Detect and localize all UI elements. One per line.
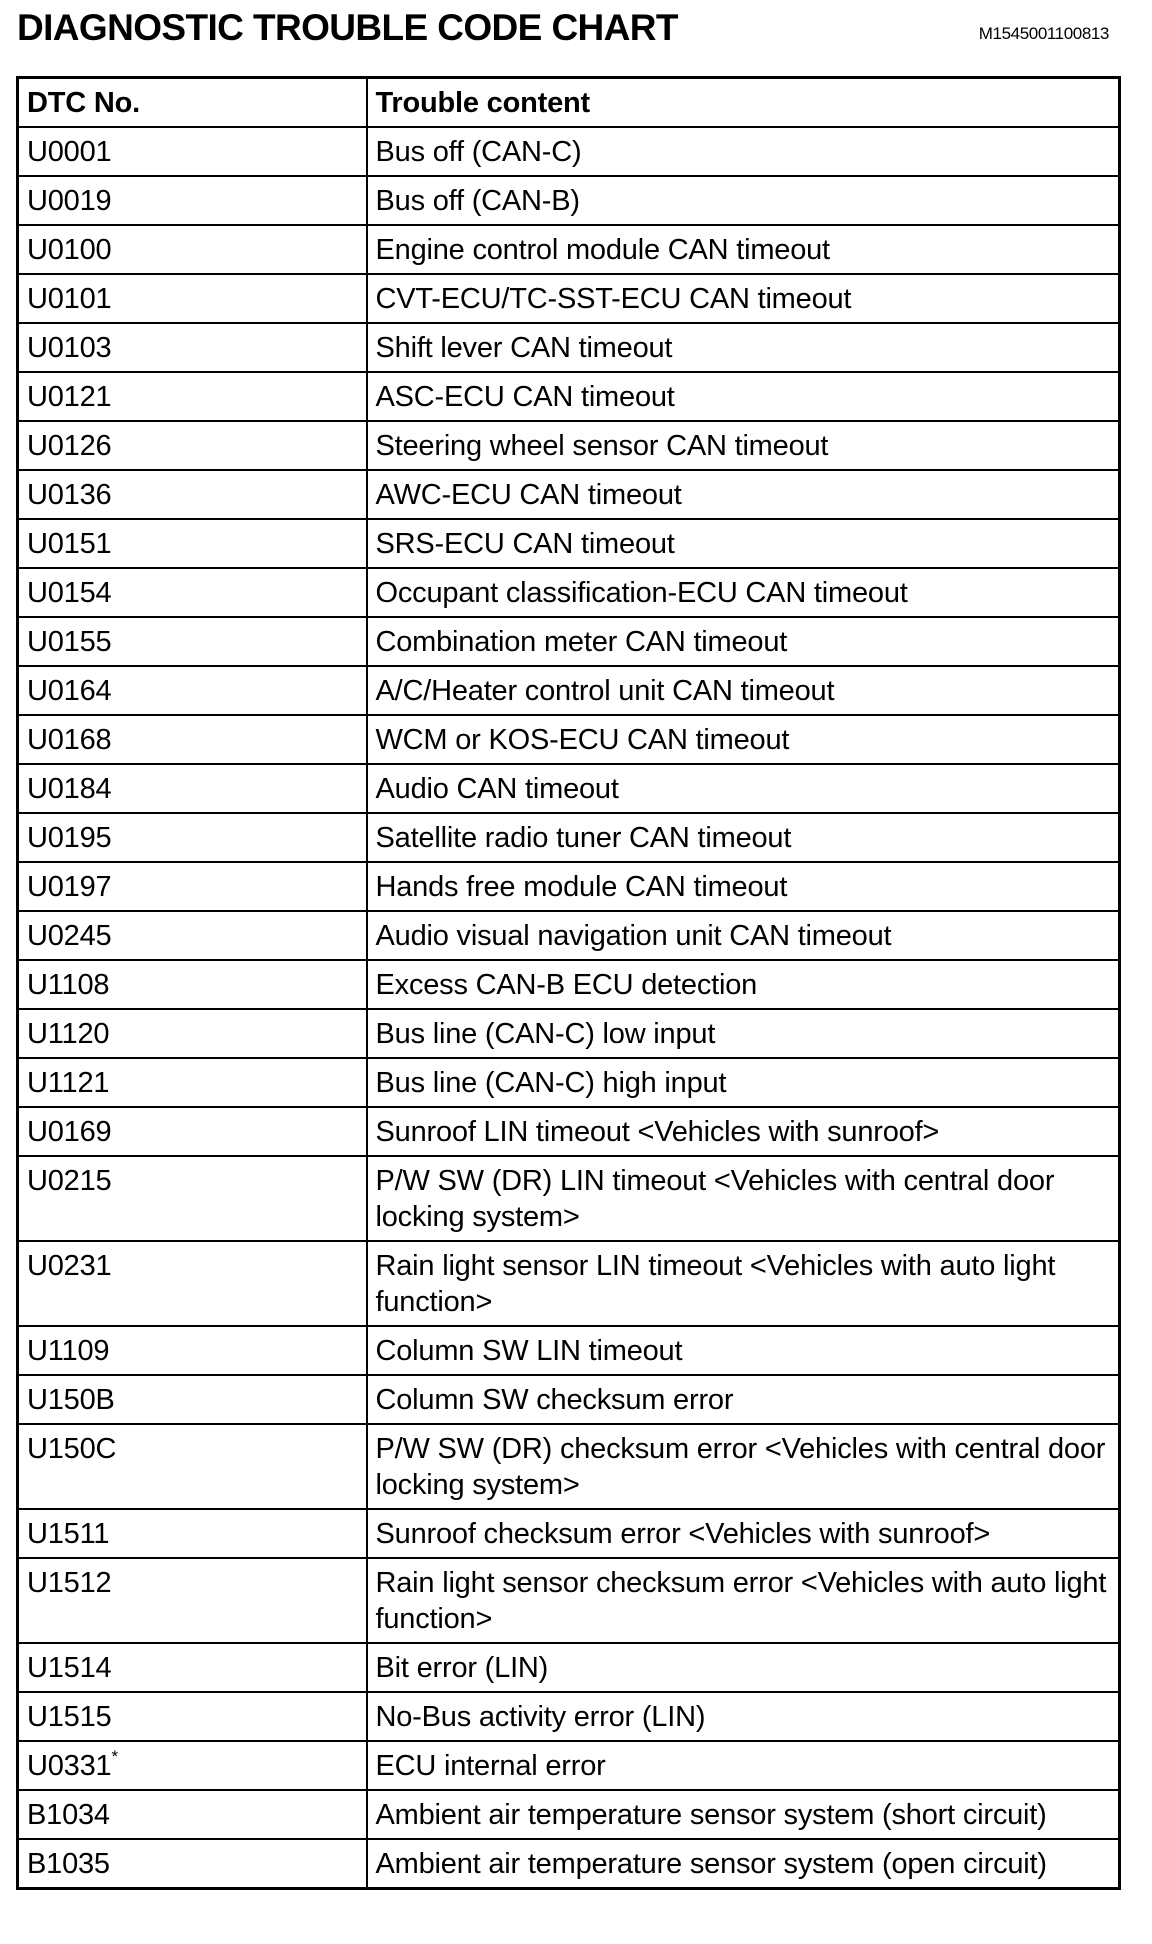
table-row [18,1241,1120,1326]
trouble-content-cell: Satellite radio tuner CAN timeout [367,813,1120,862]
table-row [18,421,1120,470]
dtc-code: U1109 [27,1335,110,1367]
trouble-content-cell: Shift lever CAN timeout [367,323,1120,372]
table-row [18,813,1120,862]
dtc-code-cell [18,470,367,519]
dtc-code-cell [18,715,367,764]
trouble-content-cell: Hands free module CAN timeout [367,862,1120,911]
table-row [18,862,1120,911]
dtc-code-cell [18,1643,367,1692]
trouble-content-cell: Ambient air temperature sensor system (short circuit) [367,1790,1120,1839]
trouble-content-cell: Bus line (CAN-C) high input [367,1058,1120,1107]
dtc-code-cell [18,617,367,666]
dtc-code: U1120 [27,1018,110,1050]
trouble-content-cell: Column SW LIN timeout [367,1326,1120,1375]
table-row [18,470,1120,519]
trouble-content-cell: WCM or KOS-ECU CAN timeout [367,715,1120,764]
trouble-content-cell: A/C/Heater control unit CAN timeout [367,666,1120,715]
dtc-code-cell [18,568,367,617]
trouble-content-cell: Bit error (LIN) [367,1643,1120,1692]
dtc-code-cell [18,1839,367,1889]
table-row [18,1058,1120,1107]
table-row [18,764,1120,813]
trouble-content-cell: Steering wheel sensor CAN timeout [367,421,1120,470]
table-row [18,568,1120,617]
table-row [18,127,1120,176]
dtc-code-cell [18,421,367,470]
trouble-content-cell: Excess CAN-B ECU detection [367,960,1120,1009]
dtc-code: U0197 [27,871,112,903]
dtc-code-cell [18,274,367,323]
page-title: DIAGNOSTIC TROUBLE CODE CHART [17,7,678,48]
table-row [18,715,1120,764]
dtc-code: U0136 [27,479,112,511]
dtc-code: B1034 [27,1799,110,1831]
dtc-code: U1108 [27,969,110,1001]
dtc-code-cell [18,1156,367,1241]
table-row [18,617,1120,666]
trouble-content-cell: Engine control module CAN timeout [367,225,1120,274]
table-row [18,1839,1120,1889]
trouble-content-cell: P/W SW (DR) LIN timeout <Vehicles with central door locking system> [367,1156,1120,1241]
table-row [18,1107,1120,1156]
table-row [18,323,1120,372]
table-row [18,1509,1120,1558]
dtc-code: U0154 [27,577,112,609]
dtc-code-cell [18,1058,367,1107]
dtc-code-cell [18,1107,367,1156]
table-row [18,1326,1120,1375]
dtc-code-cell [18,176,367,225]
table-row [18,1424,1120,1509]
table-row [18,225,1120,274]
column-header-dtc-no: DTC No. [18,78,367,128]
trouble-content-cell: Audio visual navigation unit CAN timeout [367,911,1120,960]
table-row [18,1790,1120,1839]
trouble-content-cell: Sunroof checksum error <Vehicles with sunroof> [367,1509,1120,1558]
dtc-code: U0331 [27,1750,112,1782]
table-row [18,176,1120,225]
dtc-code: U0195 [27,822,112,854]
trouble-content-cell: P/W SW (DR) checksum error <Vehicles with central door locking system> [367,1424,1120,1509]
table-row [18,1643,1120,1692]
dtc-code-cell [18,862,367,911]
dtc-code: U1515 [27,1701,112,1733]
page-header [17,4,1109,54]
table-row [18,1558,1120,1643]
trouble-content-cell: ECU internal error [367,1741,1120,1790]
trouble-content-cell: ASC-ECU CAN timeout [367,372,1120,421]
dtc-code-cell [18,960,367,1009]
dtc-code-cell [18,1790,367,1839]
trouble-content-cell: AWC-ECU CAN timeout [367,470,1120,519]
dtc-code-cell [18,127,367,176]
dtc-code: U150C [27,1433,117,1465]
trouble-content-cell: Column SW checksum error [367,1375,1120,1424]
trouble-content-cell: Combination meter CAN timeout [367,617,1120,666]
dtc-code: U0103 [27,332,112,364]
dtc-code-cell [18,1558,367,1643]
dtc-code-cell [18,1326,367,1375]
dtc-code-cell [18,1741,367,1790]
dtc-code: U0231 [27,1250,112,1282]
dtc-code: U0168 [27,724,112,756]
figure-id: M1545001100813 [978,24,1109,43]
dtc-code: U1514 [27,1652,112,1684]
trouble-content-cell: Bus off (CAN-B) [367,176,1120,225]
dtc-code: U0215 [27,1165,112,1197]
dtc-code: U1512 [27,1567,112,1599]
dtc-code-cell [18,911,367,960]
table-row [18,666,1120,715]
dtc-code: U0245 [27,920,112,952]
table-row [18,960,1120,1009]
dtc-code-cell [18,519,367,568]
dtc-code-cell [18,1509,367,1558]
dtc-code-cell [18,1009,367,1058]
dtc-code-cell [18,1375,367,1424]
dtc-code-cell [18,1692,367,1741]
trouble-content-cell: Ambient air temperature sensor system (open circuit) [367,1839,1120,1889]
dtc-code-cell [18,323,367,372]
dtc-code-cell [18,813,367,862]
trouble-content-cell: Audio CAN timeout [367,764,1120,813]
trouble-content-cell: SRS-ECU CAN timeout [367,519,1120,568]
table-row [18,274,1120,323]
dtc-code: U0019 [27,185,112,217]
table-row [18,372,1120,421]
dtc-table-body [18,127,1120,1889]
dtc-code-cell [18,1424,367,1509]
trouble-content-cell: Bus off (CAN-C) [367,127,1120,176]
dtc-code: U0126 [27,430,112,462]
table-row [18,1009,1120,1058]
dtc-code: B1035 [27,1848,110,1880]
dtc-code: U0101 [27,283,112,315]
trouble-content-cell: CVT-ECU/TC-SST-ECU CAN timeout [367,274,1120,323]
table-row [18,519,1120,568]
dtc-code-cell [18,225,367,274]
table-header-row [18,78,1120,128]
footnote-marker: * [111,1747,118,1766]
table-row [18,1741,1120,1790]
dtc-code: U0169 [27,1116,112,1148]
dtc-code: U0184 [27,773,112,805]
trouble-content-cell: Bus line (CAN-C) low input [367,1009,1120,1058]
dtc-code-cell [18,1241,367,1326]
trouble-content-cell: Rain light sensor LIN timeout <Vehicles with auto light function> [367,1241,1120,1326]
table-row [18,1156,1120,1241]
dtc-code: U150B [27,1384,115,1416]
dtc-code-cell [18,372,367,421]
table-row [18,1692,1120,1741]
trouble-content-cell: Occupant classification-ECU CAN timeout [367,568,1120,617]
dtc-code-cell [18,764,367,813]
dtc-table [16,76,1121,1890]
dtc-code: U0100 [27,234,112,266]
dtc-code: U1121 [27,1067,110,1099]
trouble-content-cell: Sunroof LIN timeout <Vehicles with sunroof> [367,1107,1120,1156]
table-row [18,911,1120,960]
dtc-code: U0155 [27,626,112,658]
table-row [18,1375,1120,1424]
dtc-code: U0121 [27,381,112,413]
trouble-content-cell: No-Bus activity error (LIN) [367,1692,1120,1741]
column-header-trouble-content: Trouble content [367,78,1120,128]
dtc-code: U0164 [27,675,112,707]
dtc-code-cell [18,666,367,715]
dtc-code: U0151 [27,528,112,560]
dtc-code: U1511 [27,1518,110,1550]
dtc-code: U0001 [27,136,112,168]
trouble-content-cell: Rain light sensor checksum error <Vehicles with auto light function> [367,1558,1120,1643]
